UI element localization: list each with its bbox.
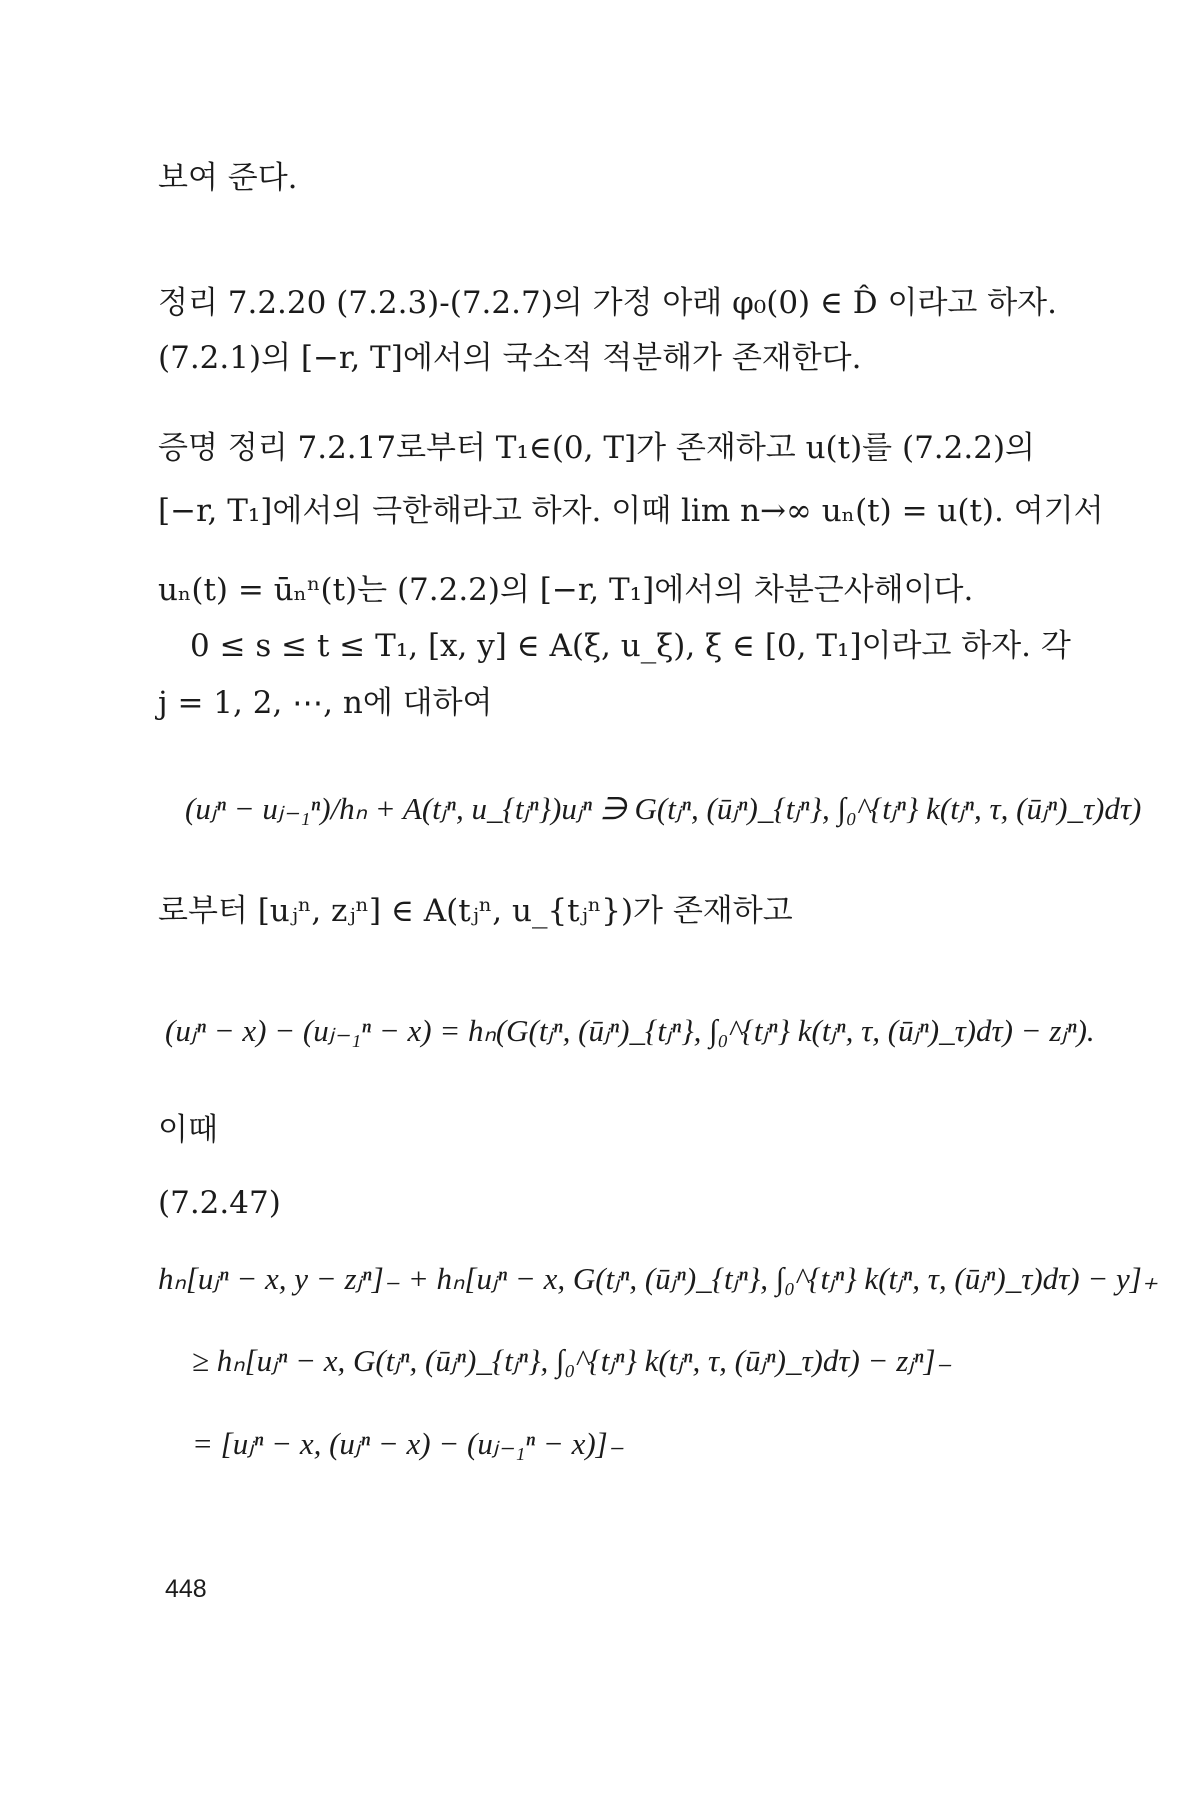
proof-line-5: j = 1, 2, ⋯, n에 대하여: [158, 685, 493, 721]
display-equation-1: (uⱼⁿ − uⱼ₋₁ⁿ)/hₙ + A(tⱼⁿ, u_{tⱼⁿ})uⱼⁿ ∋ G(tⱼⁿ, (ūⱼⁿ)_{tⱼⁿ}, ∫₀^{tⱼⁿ} k(tⱼⁿ, τ, (ūⱼⁿ)_τ)dτ): [185, 791, 1142, 826]
display-equation-4: ≥ hₙ[uⱼⁿ − x, G(tⱼⁿ, (ūⱼⁿ)_{tⱼⁿ}, ∫₀^{tⱼⁿ} k(tⱼⁿ, τ, (ūⱼⁿ)_τ)dτ) − zⱼⁿ]₋: [192, 1343, 952, 1378]
equation-number-label: (7.2.47): [158, 1185, 281, 1221]
proof-line-3: uₙ(t) = ūₙⁿ(t)는 (7.2.2)의 [−r, T₁]에서의 차분근사해이다.: [158, 572, 974, 608]
proof-line-then: 이때: [158, 1112, 218, 1148]
proof-line-1: 증명 정리 7.2.17로부터 T₁∈(0, T]가 존재하고 u(t)를 (7.2.2)의: [158, 430, 1035, 466]
proof-line-from: 로부터 [uⱼⁿ, zⱼⁿ] ∈ A(tⱼⁿ, u_{tⱼⁿ})가 존재하고: [158, 893, 793, 929]
page-number: 448: [165, 1575, 207, 1603]
proof-line-4: 0 ≤ s ≤ t ≤ T₁, [x, y] ∈ A(ξ, u_ξ), ξ ∈ [0, T₁]이라고 하자. 각: [190, 628, 1071, 664]
display-equation-5: = [uⱼⁿ − x, (uⱼⁿ − x) − (uⱼ₋₁ⁿ − x)]₋: [192, 1426, 625, 1461]
theorem-statement-line-1: 정리 7.2.20 (7.2.3)-(7.2.7)의 가정 아래 φ₀(0) ∈ D̂ 이라고 하자.: [158, 285, 1057, 321]
theorem-statement-line-2: (7.2.1)의 [−r, T]에서의 국소적 적분해가 존재한다.: [158, 340, 862, 376]
intro-text: 보여 준다.: [158, 160, 298, 196]
display-equation-3: hₙ[uⱼⁿ − x, y − zⱼⁿ]₋ + hₙ[uⱼⁿ − x, G(tⱼⁿ, (ūⱼⁿ)_{tⱼⁿ}, ∫₀^{tⱼⁿ} k(tⱼⁿ, τ, (ūⱼⁿ)_τ)dτ) − y]₊: [158, 1261, 1159, 1296]
display-equation-2: (uⱼⁿ − x) − (uⱼ₋₁ⁿ − x) = hₙ(G(tⱼⁿ, (ūⱼⁿ)_{tⱼⁿ}, ∫₀^{tⱼⁿ} k(tⱼⁿ, τ, (ūⱼⁿ)_τ)dτ) − zⱼⁿ).: [165, 1013, 1095, 1048]
proof-line-2: [−r, T₁]에서의 극한해라고 하자. 이때 lim n→∞ uₙ(t) = u(t). 여기서: [158, 493, 1104, 529]
